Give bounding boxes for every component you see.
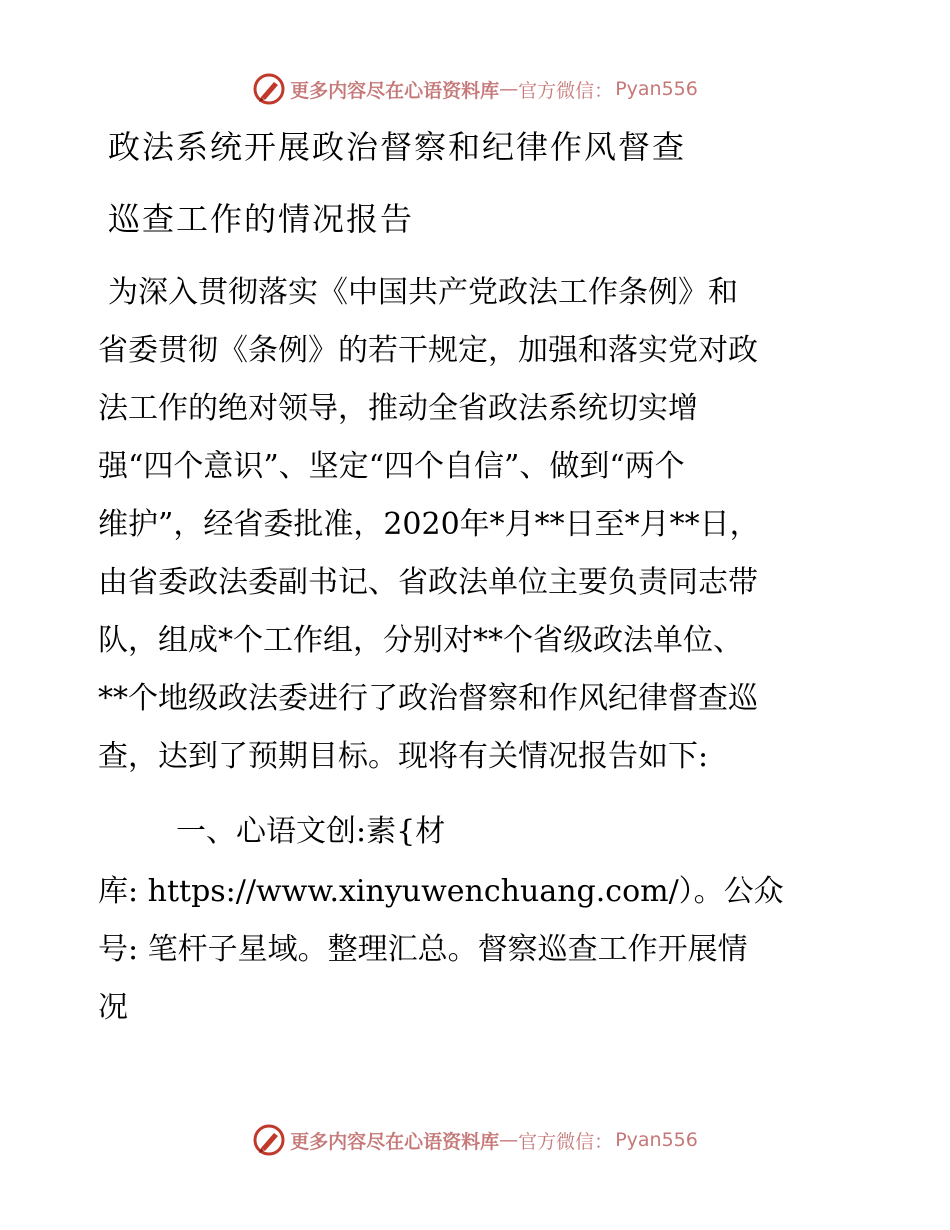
body-line: 法工作的绝对领导，推动全省政法系统切实增 [98, 391, 698, 426]
pen-logo-icon [252, 1123, 286, 1157]
watermark-main-text: 更多内容尽在心语资料库 [290, 1130, 500, 1153]
header-watermark [0, 69, 950, 109]
section-heading-line: 库: https://www.xinyuwenchuang.com/）。公众 [98, 874, 784, 909]
body-line: 强“四个意识”、坚定“四个自信”、做到“两个 [98, 449, 685, 484]
body-line: 维护”，经省委批准，2020年*月**日至*月**日， [98, 507, 760, 542]
body-line: **个地级政法委进行了政治督察和作风纪律督查巡 [98, 681, 758, 716]
watermark-dash: — [499, 78, 519, 100]
section-heading-line: 号: 笔杆子星域。整理汇总。督察巡查工作开展情 [98, 932, 748, 967]
document-title-line-1: 政法系统开展政治督察和纪律作风督查 [108, 128, 687, 166]
watermark-sub-text: 官方微信： [518, 79, 614, 102]
section-heading-line: 况 [98, 990, 128, 1025]
body-line: 查，达到了预期目标。现将有关情况报告如下: [98, 739, 709, 774]
body-line: 为深入贯彻落实《中国共产党政法工作条例》和 [108, 275, 738, 310]
watermark-main-text: 更多内容尽在心语资料库 [290, 79, 500, 102]
pen-logo-icon [252, 72, 286, 106]
section-heading-line: 一、心语文创:素{材 [176, 814, 446, 849]
watermark-sub-text: 官方微信： [518, 1130, 614, 1153]
watermark-wechat-id: Pyan556 [615, 1129, 698, 1151]
watermark-dash: — [499, 1129, 519, 1151]
footer-watermark [0, 1120, 950, 1160]
body-line: 队，组成*个工作组，分别对**个省级政法单位、 [98, 623, 743, 658]
body-line: 由省委政法委副书记、省政法单位主要负责同志带 [98, 565, 758, 600]
document-title-line-2: 巡查工作的情况报告 [108, 200, 415, 238]
watermark-wechat-id: Pyan556 [615, 78, 698, 100]
body-line: 省委贯彻《条例》的若干规定，加强和落实党对政 [98, 333, 758, 368]
